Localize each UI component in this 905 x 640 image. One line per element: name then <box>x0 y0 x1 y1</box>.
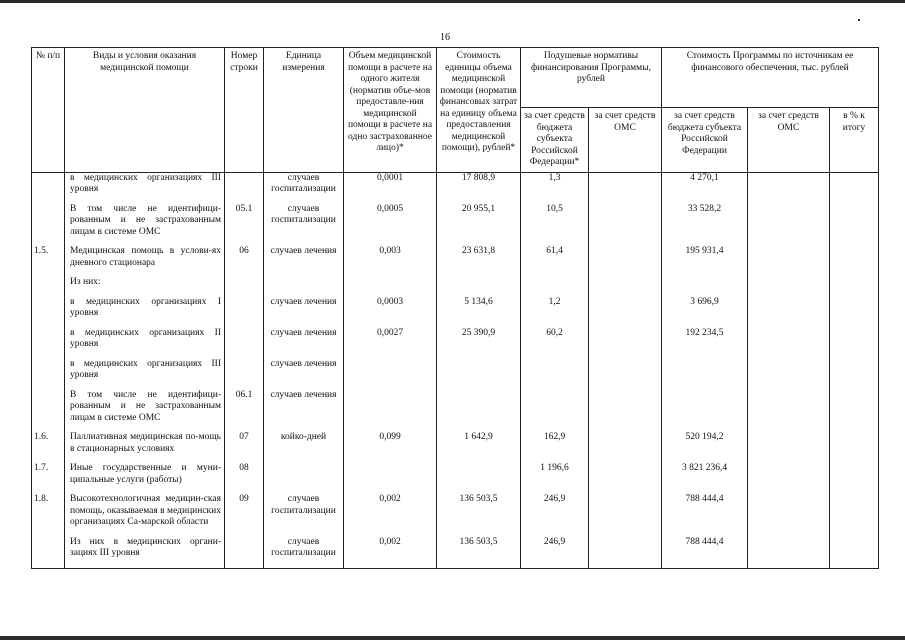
row-prog-oms <box>748 297 830 328</box>
row-volume <box>344 277 437 297</box>
row-volume <box>344 359 437 390</box>
row-cost: 5 134,6 <box>437 297 521 328</box>
row-unit: случаев лечения <box>264 297 344 328</box>
row-pc-budget <box>521 277 589 297</box>
table-row <box>32 277 879 297</box>
row-code <box>225 537 264 569</box>
table-row <box>32 537 879 569</box>
row-prog-budget: 195 931,4 <box>662 246 748 277</box>
row-code: 06.1 <box>225 390 264 433</box>
header-kinds: Виды и условия оказания медицинской помощи <box>65 48 225 173</box>
row-prog-pct <box>830 432 879 463</box>
row-code: 08 <box>225 463 264 494</box>
row-pc-oms <box>589 246 662 277</box>
row-cost: 25 390,9 <box>437 328 521 359</box>
row-prog-oms <box>748 359 830 390</box>
row-prog-budget: 3 696,9 <box>662 297 748 328</box>
table-row <box>32 328 879 359</box>
row-pc-oms <box>589 390 662 433</box>
header-per-capita: Подушевые нормативы финансирования Программы, рублей <box>521 48 662 108</box>
row-prog-pct <box>830 390 879 433</box>
row-num <box>32 172 65 204</box>
header-prog-pct: в % к итогу <box>830 108 879 173</box>
row-unit <box>264 463 344 494</box>
row-code: 09 <box>225 494 264 537</box>
row-prog-budget: 788 444,4 <box>662 494 748 537</box>
row-num: 1.7. <box>32 463 65 494</box>
row-volume: 0,0001 <box>344 172 437 204</box>
row-prog-oms <box>748 494 830 537</box>
row-name: в медицинских организациях III уровня <box>65 359 225 390</box>
row-cost <box>437 359 521 390</box>
row-num <box>32 277 65 297</box>
header-prog-budget: за счет средств бюджета субъекта Российской Федерации <box>662 108 748 173</box>
row-num <box>32 359 65 390</box>
row-name: Высокотехнологичная медицин-ская помощь, оказываемая в медицинских организациях Са-марской области <box>65 494 225 537</box>
row-pc-oms <box>589 328 662 359</box>
header-pc-oms: за счет средств ОМС <box>589 108 662 173</box>
row-code: 06 <box>225 246 264 277</box>
row-name: Медицинская помощь в услови-ях дневного стационара <box>65 246 225 277</box>
row-prog-budget: 4 270,1 <box>662 172 748 204</box>
row-num: 1.8. <box>32 494 65 537</box>
row-prog-budget <box>662 390 748 433</box>
row-pc-budget: 10,5 <box>521 204 589 247</box>
financing-table <box>31 47 879 569</box>
row-volume: 0,002 <box>344 494 437 537</box>
row-unit: койко-дней <box>264 432 344 463</box>
row-pc-oms <box>589 494 662 537</box>
row-name: В том числе не идентифици-рованным и не застрахованным лицам в системе ОМС <box>65 204 225 247</box>
row-num: 1.6. <box>32 432 65 463</box>
row-cost: 20 955,1 <box>437 204 521 247</box>
row-prog-budget: 520 194,2 <box>662 432 748 463</box>
row-pc-oms <box>589 463 662 494</box>
row-pc-budget: 60,2 <box>521 328 589 359</box>
header-pc-budget: за счет средств бюджета субъекта Российской Федерации* <box>521 108 589 173</box>
row-unit: случаев лечения <box>264 359 344 390</box>
row-pc-oms <box>589 204 662 247</box>
row-prog-pct <box>830 246 879 277</box>
row-num <box>32 204 65 247</box>
row-prog-pct <box>830 359 879 390</box>
row-prog-pct <box>830 172 879 204</box>
row-pc-budget: 162,9 <box>521 432 589 463</box>
row-num <box>32 328 65 359</box>
row-pc-budget: 246,9 <box>521 494 589 537</box>
row-prog-budget <box>662 277 748 297</box>
row-pc-oms <box>589 359 662 390</box>
row-unit: случаев лечения <box>264 390 344 433</box>
row-prog-pct <box>830 297 879 328</box>
row-prog-oms <box>748 204 830 247</box>
row-name: в медицинских организациях I уровня <box>65 297 225 328</box>
row-prog-oms <box>748 390 830 433</box>
row-cost: 17 808,9 <box>437 172 521 204</box>
row-unit: случаев госпитализации <box>264 172 344 204</box>
row-code: 07 <box>225 432 264 463</box>
row-code <box>225 328 264 359</box>
row-pc-oms <box>589 277 662 297</box>
row-pc-budget: 246,9 <box>521 537 589 569</box>
header-volume: Объем медицинской помощи в расчете на одного жителя (норматив объе-мов предоставле-ния медицинской помощи в расчете на одно застрахованное лицо)* <box>344 48 437 173</box>
row-pc-budget <box>521 390 589 433</box>
row-name: В том числе не идентифици-рованным и не застрахованным лицам в системе ОМС <box>65 390 225 433</box>
row-prog-budget: 33 528,2 <box>662 204 748 247</box>
row-prog-pct <box>830 277 879 297</box>
header-num: № п/п <box>32 48 65 173</box>
row-prog-oms <box>748 172 830 204</box>
row-cost: 136 503,5 <box>437 494 521 537</box>
row-pc-oms <box>589 537 662 569</box>
row-cost: 23 631,8 <box>437 246 521 277</box>
row-pc-oms <box>589 432 662 463</box>
row-pc-oms <box>589 172 662 204</box>
row-cost <box>437 277 521 297</box>
row-prog-pct <box>830 537 879 569</box>
row-prog-pct <box>830 204 879 247</box>
row-num: 1.5. <box>32 246 65 277</box>
row-prog-pct <box>830 494 879 537</box>
row-pc-oms <box>589 297 662 328</box>
row-num <box>32 297 65 328</box>
row-name: в медицинских организациях II уровня <box>65 328 225 359</box>
row-pc-budget: 61,4 <box>521 246 589 277</box>
table-row <box>32 494 879 537</box>
row-prog-oms <box>748 432 830 463</box>
row-prog-budget: 788 444,4 <box>662 537 748 569</box>
row-volume: 0,002 <box>344 537 437 569</box>
page-number: 16 <box>440 32 450 43</box>
row-prog-oms <box>748 537 830 569</box>
row-prog-oms <box>748 463 830 494</box>
table-row <box>32 359 879 390</box>
table-row <box>32 390 879 433</box>
row-prog-budget: 3 821 236,4 <box>662 463 748 494</box>
table-row <box>32 297 879 328</box>
row-cost: 136 503,5 <box>437 537 521 569</box>
table-row <box>32 204 879 247</box>
header-program-cost: Стоимость Программы по источникам ее финансового обеспечения, тыс. рублей <box>662 48 879 108</box>
table-row <box>32 172 879 204</box>
header-row-no: Номер строки <box>225 48 264 173</box>
row-name: Из них: <box>65 277 225 297</box>
table-row <box>32 463 879 494</box>
row-code <box>225 297 264 328</box>
row-name: Паллиативная медицинская по-мощь в стационарных условиях <box>65 432 225 463</box>
header-unit: Единица измерения <box>264 48 344 173</box>
row-volume: 0,003 <box>344 246 437 277</box>
row-unit: случаев госпитализации <box>264 204 344 247</box>
row-prog-oms <box>748 246 830 277</box>
row-pc-budget: 1,3 <box>521 172 589 204</box>
table-row <box>32 246 879 277</box>
row-unit <box>264 277 344 297</box>
row-unit: случаев лечения <box>264 328 344 359</box>
header-prog-oms: за счет средств ОМС <box>748 108 830 173</box>
row-unit: случаев лечения <box>264 246 344 277</box>
row-volume <box>344 390 437 433</box>
row-unit: случаев госпитализации <box>264 537 344 569</box>
row-volume: 0,0027 <box>344 328 437 359</box>
row-pc-budget: 1,2 <box>521 297 589 328</box>
row-prog-oms <box>748 277 830 297</box>
row-code <box>225 359 264 390</box>
row-unit: случаев госпитализации <box>264 494 344 537</box>
row-cost: 1 642,9 <box>437 432 521 463</box>
row-num <box>32 537 65 569</box>
table-row <box>32 432 879 463</box>
row-volume: 0,0003 <box>344 297 437 328</box>
header-cost: Стоимость единицы объема медицинской помощи (норматив финансовых затрат на единицу объема предоставления медицинской помощи), рублей* <box>437 48 521 173</box>
row-volume: 0,099 <box>344 432 437 463</box>
row-volume <box>344 463 437 494</box>
row-num <box>32 390 65 433</box>
row-cost <box>437 463 521 494</box>
row-prog-budget: 192 234,5 <box>662 328 748 359</box>
bottom-edge-line <box>0 636 905 640</box>
scan-dot <box>858 19 860 21</box>
row-prog-pct <box>830 463 879 494</box>
row-cost <box>437 390 521 433</box>
row-name: в медицинских организациях III уровня <box>65 172 225 204</box>
row-prog-pct <box>830 328 879 359</box>
row-prog-budget <box>662 359 748 390</box>
row-code: 05.1 <box>225 204 264 247</box>
row-pc-budget <box>521 359 589 390</box>
row-name: Иные государственные и муни-ципальные услуги (работы) <box>65 463 225 494</box>
row-prog-oms <box>748 328 830 359</box>
row-name: Из них в медицинских органи-зациях III уровня <box>65 537 225 569</box>
row-volume: 0,0005 <box>344 204 437 247</box>
top-edge-line <box>0 0 905 3</box>
row-code <box>225 277 264 297</box>
row-code <box>225 172 264 204</box>
row-pc-budget: 1 196,6 <box>521 463 589 494</box>
